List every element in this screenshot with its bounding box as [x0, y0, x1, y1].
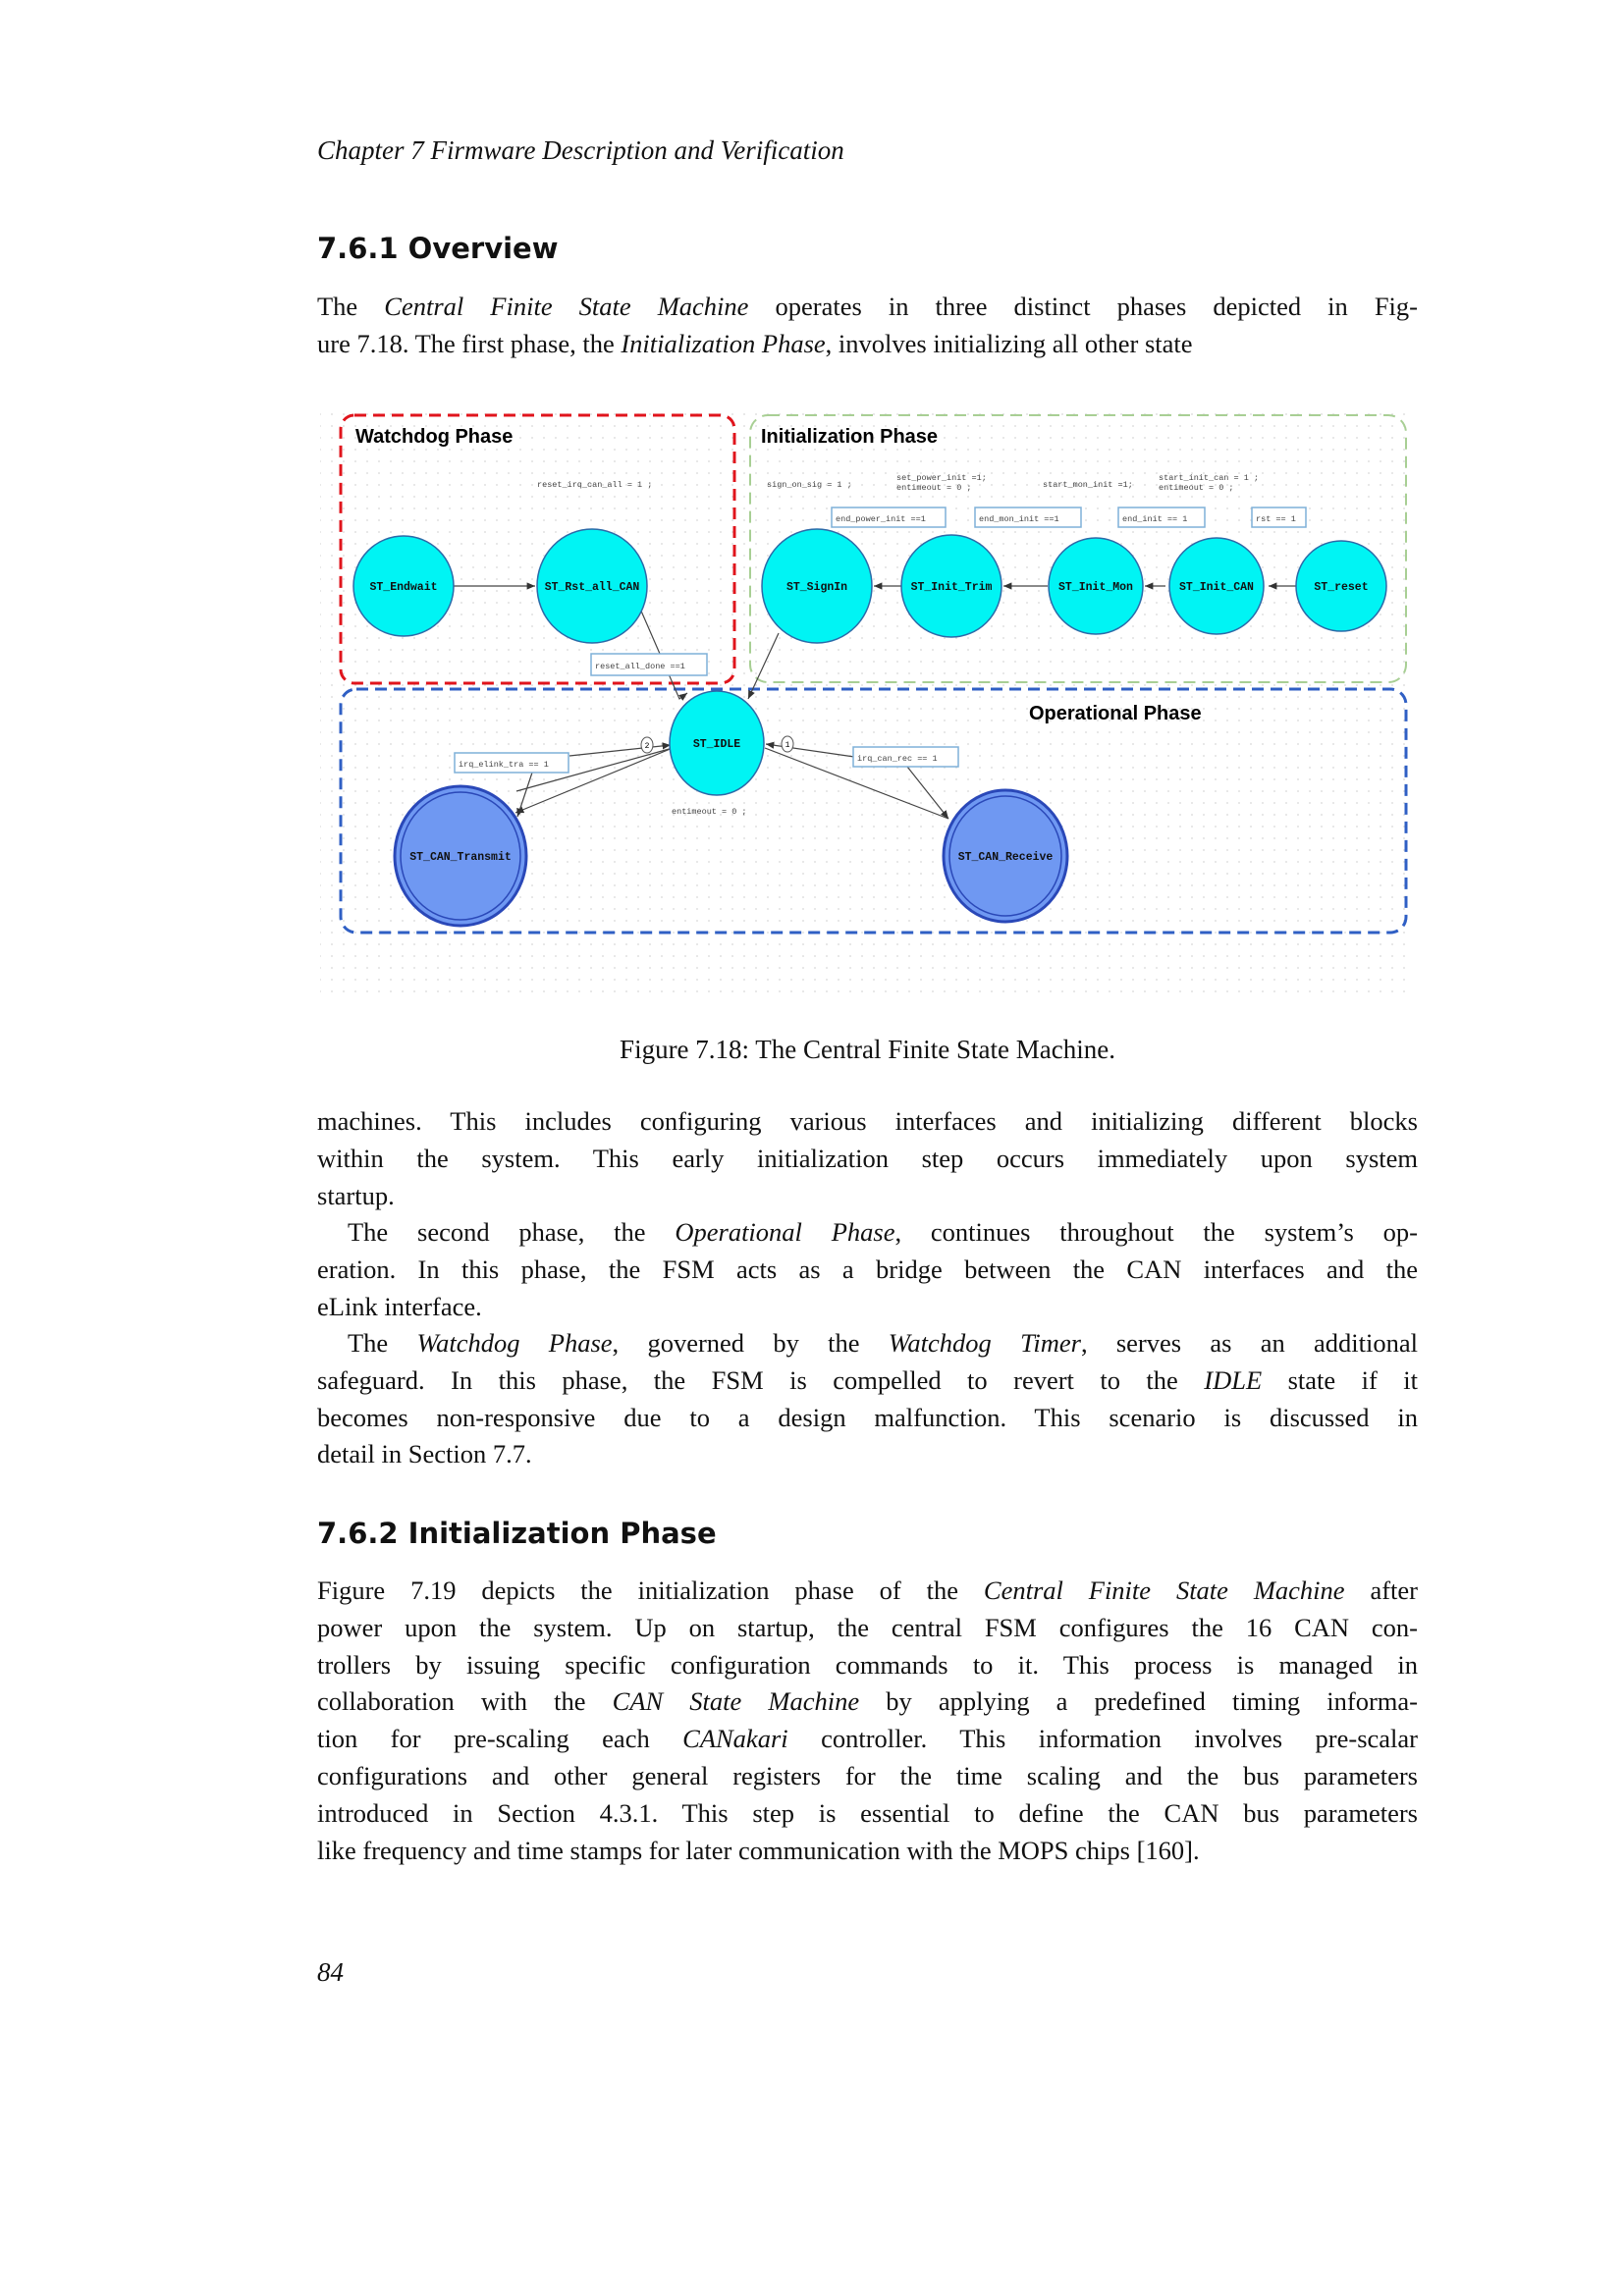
emphasis: Central Finite State Machine: [983, 1575, 1345, 1605]
condition-label: end_mon_init ==1: [979, 514, 1059, 524]
text-run: Figure 7.19 depicts the initialization phase of the: [317, 1575, 984, 1605]
text-line: [317, 1758, 1418, 1795]
text-run: power upon the system. Up on startup, the central FSM configures the 16 CAN con-: [317, 1612, 1418, 1642]
text-line: [317, 1289, 1418, 1326]
text-run: detail in Section 7.7.: [317, 1439, 532, 1469]
text-run: , serves as an additional: [1080, 1328, 1418, 1358]
text-line: [317, 1252, 1418, 1289]
text-line: [317, 1573, 1418, 1610]
emphasis: Central Finite State Machine: [384, 292, 749, 321]
state-label: ST_reset: [1314, 581, 1369, 594]
action-label: entimeout = 0 ;: [1159, 483, 1234, 493]
action-label: set_power_init =1;: [896, 473, 987, 483]
text-line: [317, 1214, 1418, 1252]
text-run: , continues throughout the system’s op-: [894, 1217, 1418, 1247]
paragraph-init: [317, 1573, 1418, 1869]
condition-label: end_power_init ==1: [836, 514, 926, 524]
text-run: The second phase, the: [348, 1217, 676, 1247]
text-run: after: [1344, 1575, 1418, 1605]
emphasis: Operational Phase: [675, 1217, 895, 1247]
text-line: [317, 289, 1418, 326]
text-run: machines. This includes configuring various interfaces and initializing different blocks: [317, 1106, 1418, 1136]
text-run: controller. This information involves pre-scalar: [787, 1724, 1418, 1754]
action-label: entimeout = 0 ;: [672, 807, 747, 817]
figure-caption: Figure 7.18: The Central Finite State Machine.: [620, 1035, 1115, 1064]
operational-phase-label: Operational Phase: [1029, 703, 1202, 724]
text-line: [317, 1362, 1418, 1400]
text-run: The: [317, 292, 385, 321]
state-label: ST_IDLE: [692, 738, 741, 751]
priority-label: 2: [644, 742, 650, 751]
text-run: state if it: [1262, 1364, 1418, 1395]
condition-label: irq_elink_tra == 1: [459, 760, 549, 770]
action-label: reset_irq_can_all = 1 ;: [537, 480, 653, 490]
fsm-diagram: [317, 402, 1417, 1001]
paragraph-watchdog: [317, 1325, 1418, 1473]
state-label: ST_Init_Mon: [1058, 581, 1133, 594]
state-label: ST_SignIn: [785, 581, 848, 594]
text-line: [317, 1833, 1418, 1870]
paragraph-intro: [317, 289, 1418, 363]
text-run: , involves initializing all other state: [825, 328, 1193, 358]
state-label: ST_Rst_all_CAN: [544, 581, 640, 594]
running-head: Chapter 7 Firmware Description and Verification: [317, 135, 844, 165]
emphasis: Initialization Phase: [621, 328, 826, 358]
text-line: [317, 1795, 1418, 1833]
text-run: ure 7.18. The first phase, the: [317, 328, 622, 358]
text-run: collaboration with the: [317, 1686, 613, 1717]
action-label: start_init_can = 1 ;: [1159, 473, 1260, 483]
text-run: , governed by the: [612, 1328, 889, 1358]
text-line: [317, 1178, 1418, 1215]
state-label: ST_Init_CAN: [1179, 581, 1254, 594]
action-label: sign_on_sig = 1 ;: [767, 480, 852, 490]
condition-label: end_init == 1: [1122, 514, 1188, 524]
text-line: [317, 1683, 1418, 1721]
text-line: [317, 1141, 1418, 1178]
text-run: The: [348, 1328, 417, 1358]
priority-badge-1: [782, 736, 793, 752]
text-line: [317, 1610, 1418, 1647]
text-line: [317, 1400, 1418, 1437]
state-label: ST_Endwait: [369, 581, 438, 594]
text-run: within the system. This early initialization step occurs immediately upon system: [317, 1143, 1418, 1173]
emphasis: Watchdog Phase: [416, 1328, 613, 1358]
condition-label: irq_can_rec == 1: [857, 754, 938, 764]
priority-label: 1: [785, 741, 790, 750]
emphasis: CANakari: [682, 1724, 788, 1754]
init-phase-label: Initialization Phase: [761, 426, 939, 448]
section-heading-init: 7.6.2 Initialization Phase: [317, 1517, 717, 1550]
state-label: ST_CAN_Transmit: [409, 851, 512, 864]
emphasis: CAN State Machine: [612, 1686, 860, 1717]
watchdog-phase-label: Watchdog Phase: [355, 426, 514, 448]
text-line: [317, 1103, 1418, 1141]
paragraph-operational: [317, 1214, 1418, 1325]
paragraph-machines: [317, 1103, 1418, 1214]
text-run: like frequency and time stamps for later communication with the MOPS chips [160].: [317, 1835, 1200, 1865]
page-number: 84: [317, 1957, 344, 1987]
text-run: introduced in Section 4.3.1. This step is essential to define the CAN bus parameters: [317, 1797, 1418, 1828]
priority-badge-2: [641, 737, 653, 753]
emphasis: IDLE: [1204, 1364, 1263, 1395]
state-label: ST_CAN_Receive: [957, 851, 1054, 864]
section-heading-overview: 7.6.1 Overview: [317, 232, 559, 265]
action-label: start_mon_init =1;: [1043, 480, 1133, 490]
text-run: operates in three distinct phases depicted in Fig-: [748, 292, 1418, 321]
text-line: [317, 1721, 1418, 1758]
text-run: configurations and other general registers for the time scaling and the bus parameters: [317, 1760, 1418, 1790]
condition-label: rst == 1: [1256, 514, 1296, 524]
action-label: entimeout = 0 ;: [896, 483, 972, 493]
text-line: [317, 326, 1418, 363]
emphasis: Watchdog Timer: [888, 1328, 1081, 1358]
text-run: eration. In this phase, the FSM acts as a bridge between the CAN interfaces and the: [317, 1254, 1418, 1284]
text-line: [317, 1647, 1418, 1684]
state-label: ST_Init_Trim: [910, 581, 993, 594]
text-run: startup.: [317, 1180, 395, 1210]
text-line: [317, 1436, 1418, 1473]
text-run: safeguard. In this phase, the FSM is compelled to revert to the: [317, 1364, 1205, 1395]
text-run: by applying a predefined timing informa-: [859, 1686, 1418, 1717]
text-run: trollers by issuing specific configuration commands to it. This process is managed in: [317, 1649, 1418, 1680]
text-run: tion for pre-scaling each: [317, 1724, 683, 1754]
text-run: becomes non-responsive due to a design malfunction. This scenario is discussed in: [317, 1402, 1418, 1432]
text-line: [317, 1325, 1418, 1362]
text-run: eLink interface.: [317, 1291, 482, 1321]
condition-label: reset_all_done ==1: [595, 662, 685, 671]
